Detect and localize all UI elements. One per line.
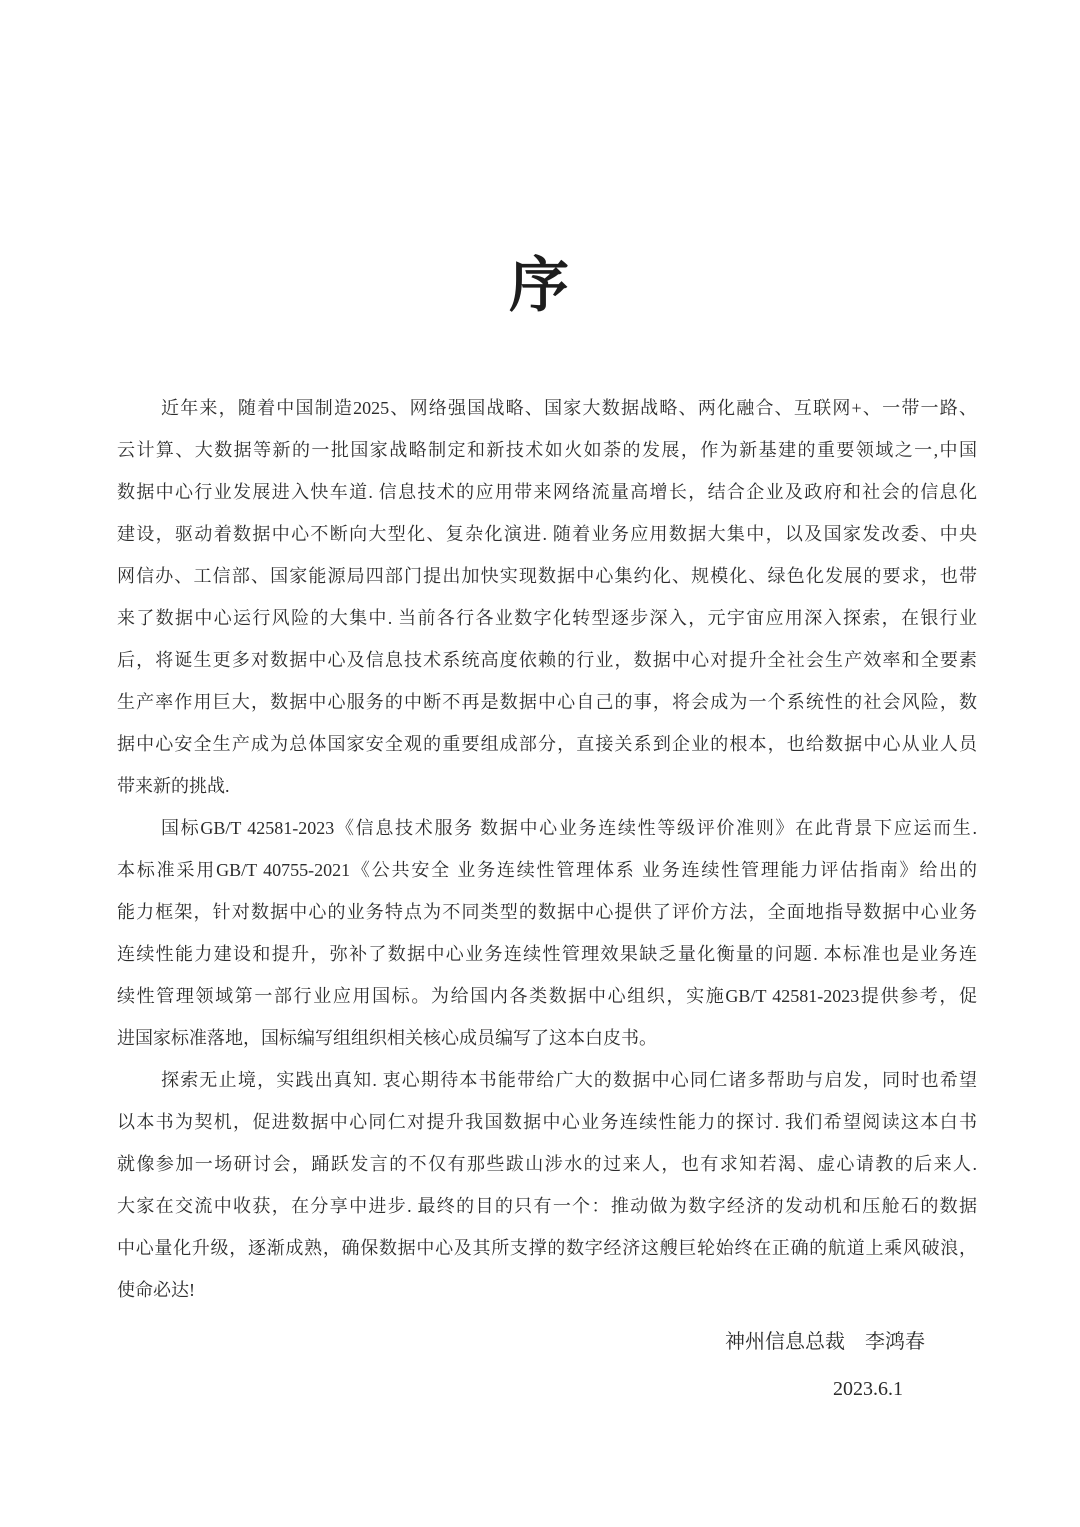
paragraph-line: 来了数据中心运行风险的大集中. 当前各行各业数字化转型逐步深入，元宇宙应用深入探索，在银行业 <box>117 608 977 628</box>
paragraph-line: 探索无止境，实践出真知. 衷心期待本书能带给广大的数据中心同仁诸多帮助与启发，同时也希望 <box>161 1070 977 1090</box>
paragraph-line: 数据中心行业发展进入快车道. 信息技术的应用带来网络流量高增长，结合企业及政府和社会的信息化 <box>117 482 977 502</box>
paragraph-line: 本标准采用GB/T 40755-2021《公共安全 业务连续性管理体系 业务连续性管理能力评估指南》给出的 <box>117 860 977 880</box>
paragraph-line: 国标GB/T 42581-2023《信息技术服务 数据中心业务连续性等级评价准则》在此背景下应运而生. <box>161 818 977 838</box>
paragraph-line: 使命必达! <box>117 1280 195 1300</box>
paragraph-line: 连续性能力建设和提升，弥补了数据中心业务连续性管理效果缺乏量化衡量的问题. 本标准也是业务连 <box>117 944 977 964</box>
paragraph-line: 就像参加一场研讨会，踊跃发言的不仅有那些跋山涉水的过来人，也有求知若渴、虚心请教的后来人. <box>117 1154 977 1174</box>
paragraph-line: 以本书为契机，促进数据中心同仁对提升我国数据中心业务连续性能力的探讨. 我们希望阅读这本白书 <box>117 1112 977 1132</box>
paragraph-line: 中心量化升级，逐渐成熟，确保数据中心及其所支撑的数字经济这艘巨轮始终在正确的航道上乘风破浪， <box>117 1238 977 1258</box>
paragraph-line: 建设，驱动着数据中心不断向大型化、复杂化演进. 随着业务应用数据大集中，以及国家发改委、中央 <box>117 524 977 544</box>
paragraph-line: 带来新的挑战. <box>117 776 230 796</box>
paragraph-line: 生产率作用巨大，数据中心服务的中断不再是数据中心自己的事，将会成为一个系统性的社会风险，数 <box>117 692 977 712</box>
paragraph-line: 据中心安全生产成为总体国家安全观的重要组成部分，直接关系到企业的根本，也给数据中心从业人员 <box>117 734 977 754</box>
paragraph-line: 能力框架，针对数据中心的业务特点为不同类型的数据中心提供了评价方法，全面地指导数据中心业务 <box>117 902 977 922</box>
paragraph-line: 大家在交流中收获，在分享中进步. 最终的目的只有一个：推动做为数字经济的发动机和压舱石的数据 <box>117 1196 977 1216</box>
paragraph-line: 网信办、工信部、国家能源局四部门提出加快实现数据中心集约化、规模化、绿色化发展的要求，也带 <box>117 566 977 586</box>
preface-body <box>117 387 977 1311</box>
signature-date: 2023.6.1 <box>833 1378 903 1400</box>
page-title: 序 <box>509 253 571 319</box>
paragraph-2 <box>117 807 977 1059</box>
paragraph-3 <box>117 1059 977 1311</box>
paragraph-line: 云计算、大数据等新的一批国家战略制定和新技术如火如荼的发展，作为新基建的重要领域之一,中国 <box>117 440 977 460</box>
paragraph-line: 后，将诞生更多对数据中心及信息技术系统高度依赖的行业，数据中心对提升全社会生产效率和全要素 <box>117 650 977 670</box>
paragraph-line: 续性管理领域第一部行业应用国标。为给国内各类数据中心组织，实施GB/T 42581-2023提供参考，促 <box>117 986 977 1006</box>
paragraph-line: 近年来，随着中国制造2025、网络强国战略、国家大数据战略、两化融合、互联网+、一带一路、 <box>161 398 977 418</box>
paragraph-line: 进国家标准落地，国标编写组组织相关核心成员编写了这本白皮书。 <box>117 1028 657 1048</box>
signature-author: 神州信息总裁 李鸿春 <box>725 1331 925 1353</box>
paragraph-1 <box>117 387 977 807</box>
